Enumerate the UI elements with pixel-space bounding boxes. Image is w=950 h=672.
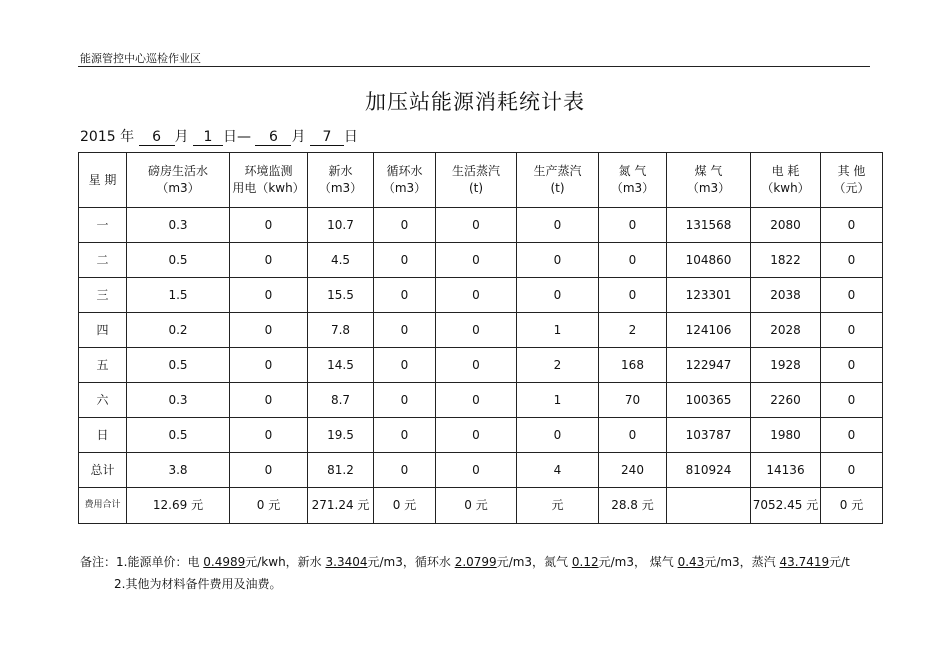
column-header [374, 153, 436, 208]
cost-cell: 0 元 [230, 488, 308, 524]
column-header-label: 煤 气 [694, 164, 723, 178]
table-cell: 0 [374, 243, 436, 278]
column-header [667, 153, 751, 208]
table-cell: 0.5 [127, 348, 230, 383]
price-new-water: 3.3404 [325, 555, 368, 569]
table-cell: 2080 [751, 208, 821, 243]
table-cell: 0 [821, 418, 883, 453]
table-cell: 0 [374, 453, 436, 488]
table-cell: 1928 [751, 348, 821, 383]
table-cell: 15.5 [308, 278, 374, 313]
row-label: 四 [79, 313, 127, 348]
table-cell: 81.2 [308, 453, 374, 488]
column-header-label: 氮 气 [618, 164, 647, 178]
table-cell: 168 [599, 348, 667, 383]
date-month-label: 月 [291, 129, 306, 145]
table-cell: 240 [599, 453, 667, 488]
table-cell: 1 [517, 383, 599, 418]
column-header [599, 153, 667, 208]
table-cell: 810924 [667, 453, 751, 488]
table-cell: 7.8 [308, 313, 374, 348]
page-header: 能源管控中心巡检作业区 [80, 52, 201, 65]
table-cell: 0 [517, 278, 599, 313]
table-cell: 0 [436, 383, 517, 418]
table-cell: 0 [821, 278, 883, 313]
table-row [79, 313, 883, 348]
column-header-unit: （m3） [318, 181, 363, 195]
cost-cell: 7052.45 元 [751, 488, 821, 524]
table-cell: 0 [230, 348, 308, 383]
row-label: 六 [79, 383, 127, 418]
date-start-month: 6 [139, 130, 175, 146]
date-start-day: 1 [193, 130, 223, 146]
table-cell: 0 [374, 418, 436, 453]
header-divider [78, 66, 870, 67]
notes-text: 元/m3，蒸汽 [704, 555, 780, 569]
notes-text: 元/kwh，新水 [245, 555, 326, 569]
table-cell: 0 [821, 348, 883, 383]
table-cell: 122947 [667, 348, 751, 383]
table-cell: 0 [517, 208, 599, 243]
column-header [751, 153, 821, 208]
table-cell: 0 [517, 243, 599, 278]
date-year-label: 年 [120, 129, 135, 145]
price-circulating-water: 2.0799 [454, 555, 497, 569]
table-cell: 10.7 [308, 208, 374, 243]
cost-cell: 271.24 元 [308, 488, 374, 524]
table-cell: 0 [230, 453, 308, 488]
table-cell: 19.5 [308, 418, 374, 453]
row-label: 总计 [79, 453, 127, 488]
document-title: 加压站能源消耗统计表 [365, 90, 585, 114]
column-header-unit: （元） [833, 181, 870, 195]
table-body [79, 208, 883, 524]
column-header [436, 153, 517, 208]
table-cell: 0 [821, 208, 883, 243]
table-cell: 0.5 [127, 243, 230, 278]
table-cell: 0 [436, 208, 517, 243]
table-row [79, 383, 883, 418]
date-end-day: 7 [310, 130, 344, 146]
column-header-unit: （m3） [156, 181, 200, 195]
column-header-label: 生产蒸汽 [533, 164, 582, 178]
table-cell: 4.5 [308, 243, 374, 278]
table-cell: 0 [821, 313, 883, 348]
table-cell: 1822 [751, 243, 821, 278]
table-row [79, 243, 883, 278]
table-cell: 124106 [667, 313, 751, 348]
table-row [79, 278, 883, 313]
table-row [79, 348, 883, 383]
table-cell: 0 [230, 418, 308, 453]
date-range [80, 126, 358, 146]
price-gas: 0.43 [677, 555, 705, 569]
table-cell: 0 [821, 383, 883, 418]
row-label: 一 [79, 208, 127, 243]
table-cell: 0 [374, 348, 436, 383]
table-row [79, 453, 883, 488]
table-cell: 0 [230, 313, 308, 348]
table-cell: 104860 [667, 243, 751, 278]
cost-total-label: 费用合计 [79, 488, 127, 524]
column-header-unit: 用电（kwh） [232, 181, 305, 195]
table-cell: 70 [599, 383, 667, 418]
column-header [517, 153, 599, 208]
table-cell: 0 [230, 208, 308, 243]
table-cell: 103787 [667, 418, 751, 453]
column-header-label: 生活蒸汽 [451, 164, 500, 178]
table-cell: 0 [599, 208, 667, 243]
table-cell: 2038 [751, 278, 821, 313]
table-row [79, 418, 883, 453]
price-steam: 43.7419 [779, 555, 830, 569]
table-cell: 0.3 [127, 208, 230, 243]
date-month-label: 月 [174, 129, 189, 145]
cost-cell: 元 [517, 488, 599, 524]
table-cell: 0 [230, 383, 308, 418]
table-cell: 0 [230, 243, 308, 278]
table-cell: 2028 [751, 313, 821, 348]
table-cell: 0 [436, 313, 517, 348]
notes-text: 元/m3， 煤气 [598, 555, 678, 569]
table-header-row [79, 153, 883, 208]
table-cell: 0 [436, 243, 517, 278]
row-label: 日 [79, 418, 127, 453]
row-label: 五 [79, 348, 127, 383]
table-cell: 0 [436, 348, 517, 383]
table-cell: 0 [374, 278, 436, 313]
cost-cell: 28.8 元 [599, 488, 667, 524]
column-header-unit: （kwh） [761, 181, 810, 195]
table-cell: 0 [599, 243, 667, 278]
notes-text: 元/t [829, 555, 850, 569]
table-cell: 2 [599, 313, 667, 348]
cost-cell [667, 488, 751, 524]
table-cell: 0 [436, 418, 517, 453]
table-cell: 0.5 [127, 418, 230, 453]
row-label: 二 [79, 243, 127, 278]
table-cell: 0 [599, 418, 667, 453]
date-end-month: 6 [255, 130, 291, 146]
date-year: 2015 [80, 129, 116, 145]
date-separator: 日— [223, 129, 251, 145]
table-cell: 1980 [751, 418, 821, 453]
table-cell: 131568 [667, 208, 751, 243]
table-cell: 0.3 [127, 383, 230, 418]
table-cell: 1.5 [127, 278, 230, 313]
table-cell: 4 [517, 453, 599, 488]
notes-text: 元/m3，循环水 [367, 555, 455, 569]
table-cell: 0 [517, 418, 599, 453]
table-row [79, 208, 883, 243]
column-header-label: 新水 [328, 164, 353, 178]
table-cell: 0 [599, 278, 667, 313]
table-cell: 100365 [667, 383, 751, 418]
column-header [821, 153, 883, 208]
notes-line-2: 2.其他为材料备件费用及油费。 [114, 577, 282, 591]
notes-text: 元/m3，氮气 [496, 555, 572, 569]
cost-cell: 0 元 [374, 488, 436, 524]
cost-total-row [79, 488, 883, 524]
cost-cell: 0 元 [436, 488, 517, 524]
column-header-label: 电 耗 [771, 164, 800, 178]
table-cell: 0 [436, 278, 517, 313]
table-cell: 123301 [667, 278, 751, 313]
column-header-unit: （m3） [382, 181, 427, 195]
table-cell: 14136 [751, 453, 821, 488]
table-cell: 2260 [751, 383, 821, 418]
table-cell: 1 [517, 313, 599, 348]
column-header-unit: (t) [468, 181, 484, 195]
column-header [127, 153, 230, 208]
price-nitrogen: 0.12 [571, 555, 599, 569]
notes-text: 备注：1.能源单价：电 [80, 555, 204, 569]
notes [80, 551, 850, 595]
table-cell: 8.7 [308, 383, 374, 418]
notes-line-1 [80, 551, 850, 573]
table-cell: 0 [230, 278, 308, 313]
table-cell: 0.2 [127, 313, 230, 348]
column-header-unit: (t) [550, 181, 565, 195]
table-cell: 14.5 [308, 348, 374, 383]
cost-cell: 0 元 [821, 488, 883, 524]
energy-consumption-table [78, 152, 883, 524]
table-cell: 0 [374, 208, 436, 243]
date-day-label: 日 [343, 129, 358, 145]
table-cell: 2 [517, 348, 599, 383]
column-header-label: 磅房生活水 [147, 164, 208, 178]
column-header-label: 循环水 [386, 164, 423, 178]
row-label: 三 [79, 278, 127, 313]
column-header-label: 环境监测 [244, 164, 293, 178]
table-cell: 0 [821, 453, 883, 488]
column-header [79, 153, 127, 208]
cost-cell: 12.69 元 [127, 488, 230, 524]
column-header-unit: （m3） [610, 181, 655, 195]
column-header-unit: （m3） [686, 181, 731, 195]
column-header-label: 星 期 [88, 172, 117, 187]
column-header [308, 153, 374, 208]
table-cell: 0 [374, 383, 436, 418]
column-header [230, 153, 308, 208]
column-header-label: 其 他 [837, 164, 866, 178]
table-cell: 3.8 [127, 453, 230, 488]
table-cell: 0 [374, 313, 436, 348]
table-cell: 0 [436, 453, 517, 488]
table-cell: 0 [821, 243, 883, 278]
price-electricity: 0.4989 [203, 555, 246, 569]
